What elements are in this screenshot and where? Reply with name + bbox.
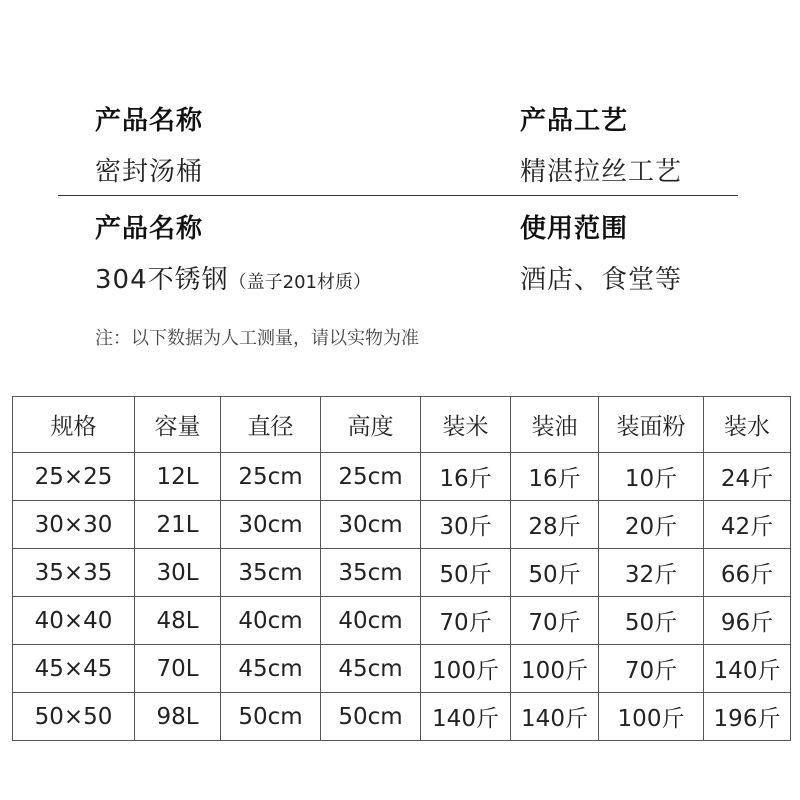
table-cell: 40cm	[221, 597, 321, 645]
product-name-block	[95, 100, 203, 188]
product-material-block	[95, 208, 371, 296]
table-cell: 98L	[135, 693, 221, 741]
table-cell: 70斤	[511, 597, 599, 645]
header-cell: 装面粉	[599, 397, 704, 453]
table-cell: 50斤	[511, 549, 599, 597]
table-row	[13, 597, 791, 645]
table-cell: 24斤	[704, 453, 791, 501]
table-cell: 140斤	[421, 693, 511, 741]
table-cell: 12L	[135, 453, 221, 501]
header-cell: 装水	[704, 397, 791, 453]
usage-scope-value: 酒店、食堂等	[520, 265, 683, 295]
table-cell: 25cm	[321, 453, 421, 501]
usage-scope-label: 使用范围	[520, 214, 629, 244]
usage-scope-block	[520, 208, 682, 296]
material-main-text: 304不锈钢	[95, 265, 229, 295]
product-process-block	[520, 100, 682, 188]
product-material-value	[95, 259, 371, 296]
measurement-note: 注：以下数据为人工测量，请以实物为准	[95, 328, 419, 349]
table-cell: 16斤	[421, 453, 511, 501]
header-cell: 高度	[321, 397, 421, 453]
table-cell: 10斤	[599, 453, 704, 501]
table-cell: 20斤	[599, 501, 704, 549]
table-cell: 50×50	[13, 693, 135, 741]
table-cell: 40cm	[321, 597, 421, 645]
table-cell: 28斤	[511, 501, 599, 549]
table-cell: 196斤	[704, 693, 791, 741]
header-cell: 装油	[511, 397, 599, 453]
spec-table	[12, 396, 791, 741]
table-cell: 30斤	[421, 501, 511, 549]
table-cell: 45×45	[13, 645, 135, 693]
product-name-value: 密封汤桶	[95, 157, 204, 187]
table-cell: 32斤	[599, 549, 704, 597]
table-cell: 45cm	[221, 645, 321, 693]
table-cell: 40×40	[13, 597, 135, 645]
table-cell: 50cm	[221, 693, 321, 741]
table-cell: 100斤	[599, 693, 704, 741]
table-cell: 50斤	[421, 549, 511, 597]
table-cell: 96斤	[704, 597, 791, 645]
table-cell: 66斤	[704, 549, 791, 597]
table-cell: 30cm	[221, 501, 321, 549]
section-divider	[58, 195, 738, 196]
table-cell: 140斤	[704, 645, 791, 693]
table-cell: 35cm	[321, 549, 421, 597]
table-cell: 25cm	[221, 453, 321, 501]
table-cell: 45cm	[321, 645, 421, 693]
table-cell: 140斤	[511, 693, 599, 741]
product-process-value: 精湛拉丝工艺	[520, 157, 683, 187]
table-row	[13, 453, 791, 501]
table-cell: 100斤	[421, 645, 511, 693]
table-cell: 50斤	[599, 597, 704, 645]
header-cell: 容量	[135, 397, 221, 453]
table-cell: 48L	[135, 597, 221, 645]
table-cell: 30cm	[321, 501, 421, 549]
table-cell: 50cm	[321, 693, 421, 741]
table-cell: 21L	[135, 501, 221, 549]
table-cell: 70斤	[421, 597, 511, 645]
table-header-row	[13, 397, 791, 453]
product-material-label: 产品名称	[95, 214, 204, 244]
header-cell: 规格	[13, 397, 135, 453]
header-cell: 装米	[421, 397, 511, 453]
material-lid-note: （盖子201材质）	[228, 272, 371, 293]
table-row	[13, 693, 791, 741]
table-row	[13, 645, 791, 693]
product-process-label: 产品工艺	[520, 106, 629, 136]
table-cell: 25×25	[13, 453, 135, 501]
table-cell: 30L	[135, 549, 221, 597]
table-cell: 100斤	[511, 645, 599, 693]
product-name-label: 产品名称	[95, 106, 204, 136]
table-row	[13, 501, 791, 549]
table-row	[13, 549, 791, 597]
table-cell: 35×35	[13, 549, 135, 597]
header-cell: 直径	[221, 397, 321, 453]
table-cell: 35cm	[221, 549, 321, 597]
table-cell: 70斤	[599, 645, 704, 693]
table-cell: 16斤	[511, 453, 599, 501]
table-cell: 70L	[135, 645, 221, 693]
table-cell: 30×30	[13, 501, 135, 549]
table-cell: 42斤	[704, 501, 791, 549]
